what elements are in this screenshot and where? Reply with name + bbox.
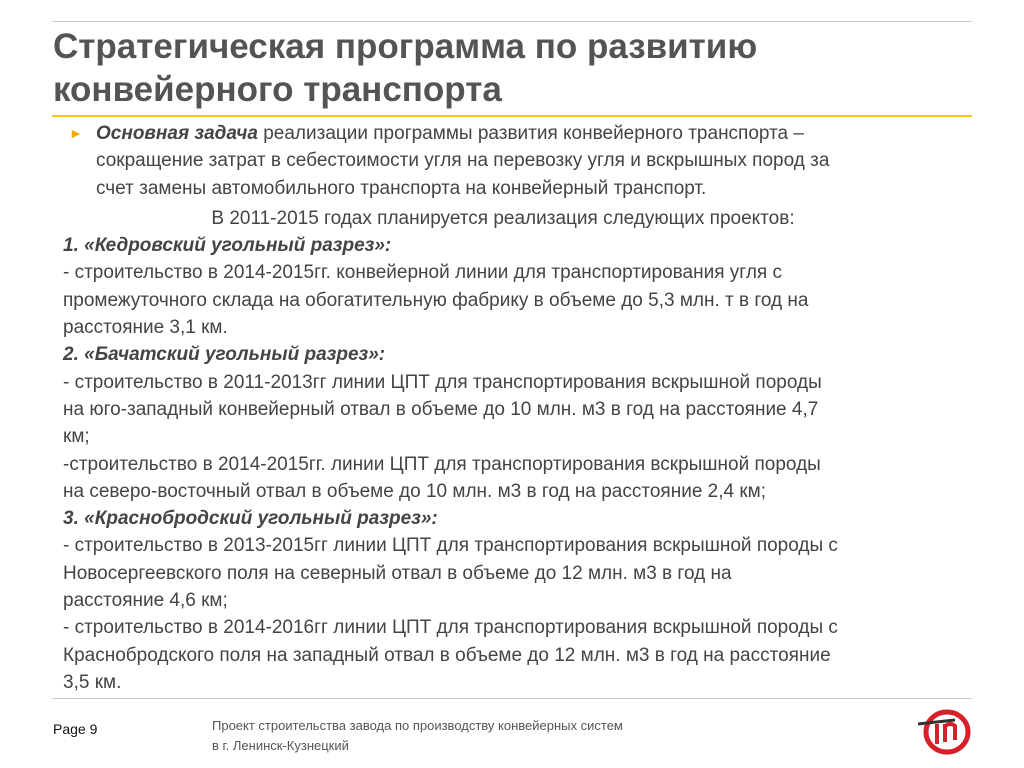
project-line: км; bbox=[63, 426, 90, 448]
project-line: Новосергеевского поля на северный отвал в объеме до 12 млн. м3 в год на bbox=[63, 562, 732, 584]
project-line: промежуточного склада на обогатительную фабрику в объеме до 5,3 млн. т в год на bbox=[63, 289, 809, 311]
project-line: - строительство в 2014-2016гг линии ЦПТ для транспортирования вскрышной породы с bbox=[63, 617, 838, 639]
footer-caption-line-2: в г. Ленинск-Кузнецкий bbox=[212, 738, 349, 753]
page-number: Page 9 bbox=[53, 721, 98, 737]
project-line: -строительство в 2014-2015гг. линии ЦПТ для транспортирования вскрышной породы bbox=[63, 453, 821, 475]
title-accent-divider bbox=[52, 115, 972, 117]
bullet-arrow-icon: ► bbox=[69, 125, 83, 141]
project-line: расстояние 3,1 км. bbox=[63, 317, 228, 339]
project-line: на юго-западный конвейерный отвал в объеме до 10 млн. м3 в год на расстояние 4,7 bbox=[63, 398, 819, 420]
slide-title-line-1: Стратегическая программа по развитию bbox=[53, 27, 758, 66]
slide-body bbox=[63, 120, 993, 696]
slide-title bbox=[53, 25, 973, 111]
main-task-text-1: реализации программы развития конвейерного транспорта – bbox=[257, 123, 804, 144]
project-bachatsky bbox=[63, 341, 993, 505]
project-line: на северо-восточный отвал в объеме до 10 млн. м3 в год на расстояние 2,4 км; bbox=[63, 480, 767, 502]
project-line: - строительство в 2013-2015гг линии ЦПТ для транспортирования вскрышной породы с bbox=[63, 535, 838, 557]
project-kedrovsky bbox=[63, 232, 993, 341]
project-heading: 3. «Краснобродский угольный разрез»: bbox=[63, 508, 438, 530]
main-task-bullet bbox=[63, 120, 993, 202]
project-line: 3,5 км. bbox=[63, 671, 122, 693]
main-task-lead: Основная задача bbox=[96, 123, 258, 144]
footer-caption bbox=[212, 716, 623, 756]
footer-divider bbox=[52, 698, 972, 699]
project-line: - строительство в 2014-2015гг. конвейерной линии для транспортирования угля с bbox=[63, 262, 782, 284]
footer-caption-line-1: Проект строительства завода по производству конвейерных систем bbox=[212, 718, 623, 733]
project-heading: 1. «Кедровский угольный разрез»: bbox=[63, 235, 392, 257]
main-task-text-2: сокращение затрат в себестоимости угля на перевозку угля и вскрышных пород за bbox=[96, 150, 830, 172]
project-line: - строительство в 2011-2013гг линии ЦПТ для транспортирования вскрышной породы bbox=[63, 371, 822, 393]
projects-intro: В 2011-2015 годах планируется реализация следующих проектов: bbox=[211, 207, 795, 229]
slide-title-line-2: конвейерного транспорта bbox=[53, 70, 502, 109]
project-line: расстояние 4,6 км; bbox=[63, 590, 228, 612]
top-divider bbox=[52, 21, 972, 22]
project-list bbox=[63, 232, 993, 696]
project-line: Краснобродского поля на западный отвал в объеме до 12 млн. м3 в год на расстояние bbox=[63, 644, 831, 666]
project-krasnobrodsky bbox=[63, 505, 993, 696]
company-logo-icon bbox=[915, 706, 975, 756]
main-task-text-3: счет замены автомобильного транспорта на конвейерный транспорт. bbox=[96, 177, 707, 199]
project-heading: 2. «Бачатский угольный разрез»: bbox=[63, 344, 386, 366]
